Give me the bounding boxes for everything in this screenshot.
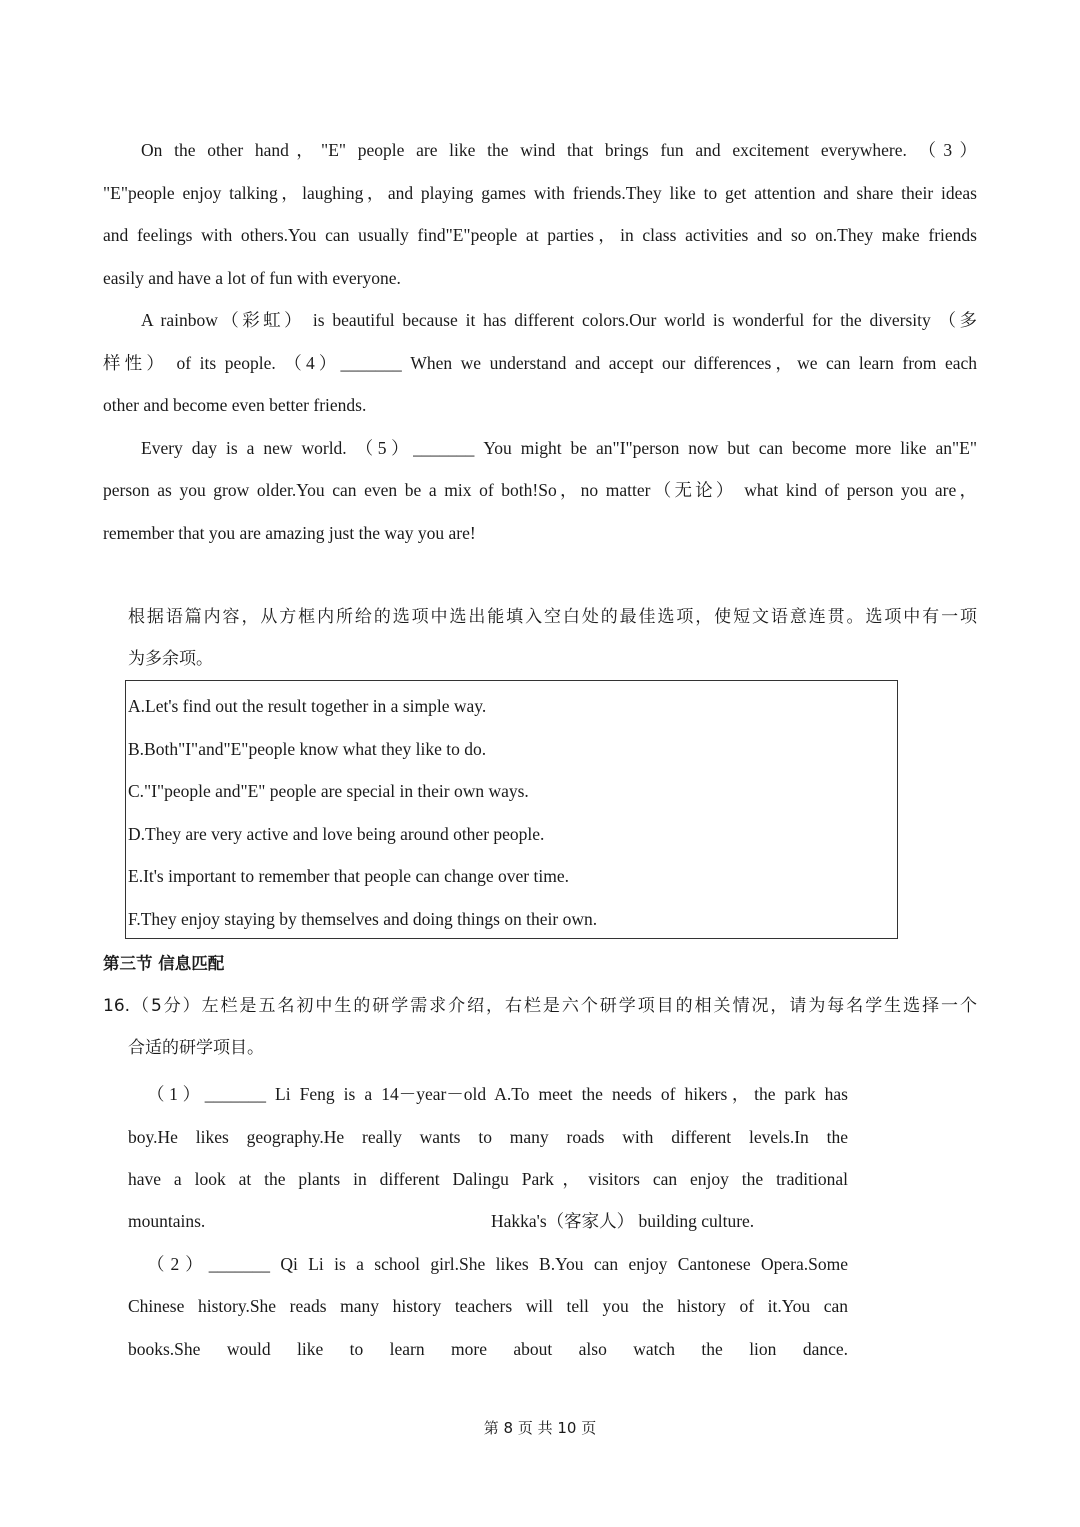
option-e: E.It's important to remember that people can change over time.: [128, 866, 569, 886]
match-line6: Chinese history.She reads many history teachers will tell you the history of it.You can: [128, 1296, 848, 1316]
match-line1: （1）_______ Li Feng is a 14－year－old A.To meet the needs of hikers，the park has: [147, 1084, 848, 1104]
question16-line1: 16.（5分）左栏是五名初中生的研学需求介绍，右栏是六个研学项目的相关情况，请为每名学生选择一个: [103, 996, 977, 1016]
passage-para1-line3: and feelings with others.You can usually find"E"people at parties，in class activities and so on.They make friends: [103, 225, 977, 245]
match-line3: have a look at the plants in different Dalingu Park，visitors can enjoy the traditional: [128, 1169, 848, 1189]
instruction-line2: 为多余项。: [128, 649, 213, 669]
passage-para3-line1: Every day is a new world. （5）_______ You might be an"I"person now but can become more like an"E": [141, 438, 977, 458]
option-f: F.They enjoy staying by themselves and doing things on their own.: [128, 909, 598, 929]
match-line4-right: Hakka's（客家人） building culture.: [491, 1211, 755, 1231]
match-line5: （2）_______ Qi Li is a school girl.She likes B.You can enjoy Cantonese Opera.Some: [147, 1254, 848, 1274]
passage-para1-line2: "E"people enjoy talking，laughing，and playing games with friends.They like to get attention and share their ideas: [103, 183, 977, 203]
passage-para3-line3: remember that you are amazing just the way you are!: [103, 523, 476, 543]
option-a: A.Let's find out the result together in a simple way.: [128, 696, 487, 716]
passage-para2-line2: 样性） of its people. （4）_______ When we understand and accept our differences，we can learn from each: [103, 353, 977, 373]
match-line7: books.She would like to learn more about also watch the lion dance.: [128, 1339, 848, 1359]
passage-para1-line1: On the other hand，"E" people are like the wind that brings fun and excitement everywhere. （3）: [141, 140, 977, 160]
options-box: [125, 680, 898, 939]
match-line4-left: mountains.: [128, 1211, 206, 1231]
page-footer: 第 8 页 共 10 页: [483, 1419, 597, 1437]
option-b: B.Both"I"and"E"people know what they like to do.: [128, 739, 487, 759]
match-line2: boy.He likes geography.He really wants to many roads with different levels.In the: [128, 1127, 848, 1147]
option-c: C."I"people and"E" people are special in their own ways.: [128, 781, 529, 801]
section3-heading: 第三节 信息匹配: [103, 954, 225, 973]
passage-para3-line2: person as you grow older.You can even be a mix of both!So，no matter（无论） what kind of person you are，: [103, 480, 977, 500]
passage-para1-line4: easily and have a lot of fun with everyone.: [103, 268, 401, 288]
question16-line2: 合适的研学项目。: [128, 1038, 264, 1058]
option-d: D.They are very active and love being around other people.: [128, 824, 545, 844]
passage-para2-line3: other and become even better friends.: [103, 395, 367, 415]
instruction-line1: 根据语篇内容，从方框内所给的选项中选出能填入空白处的最佳选项，使短文语意连贯。选项中有一项: [128, 607, 977, 627]
passage-para2-line1: A rainbow（彩虹） is beautiful because it has different colors.Our world is wonderful for the diversity （多: [141, 310, 977, 330]
